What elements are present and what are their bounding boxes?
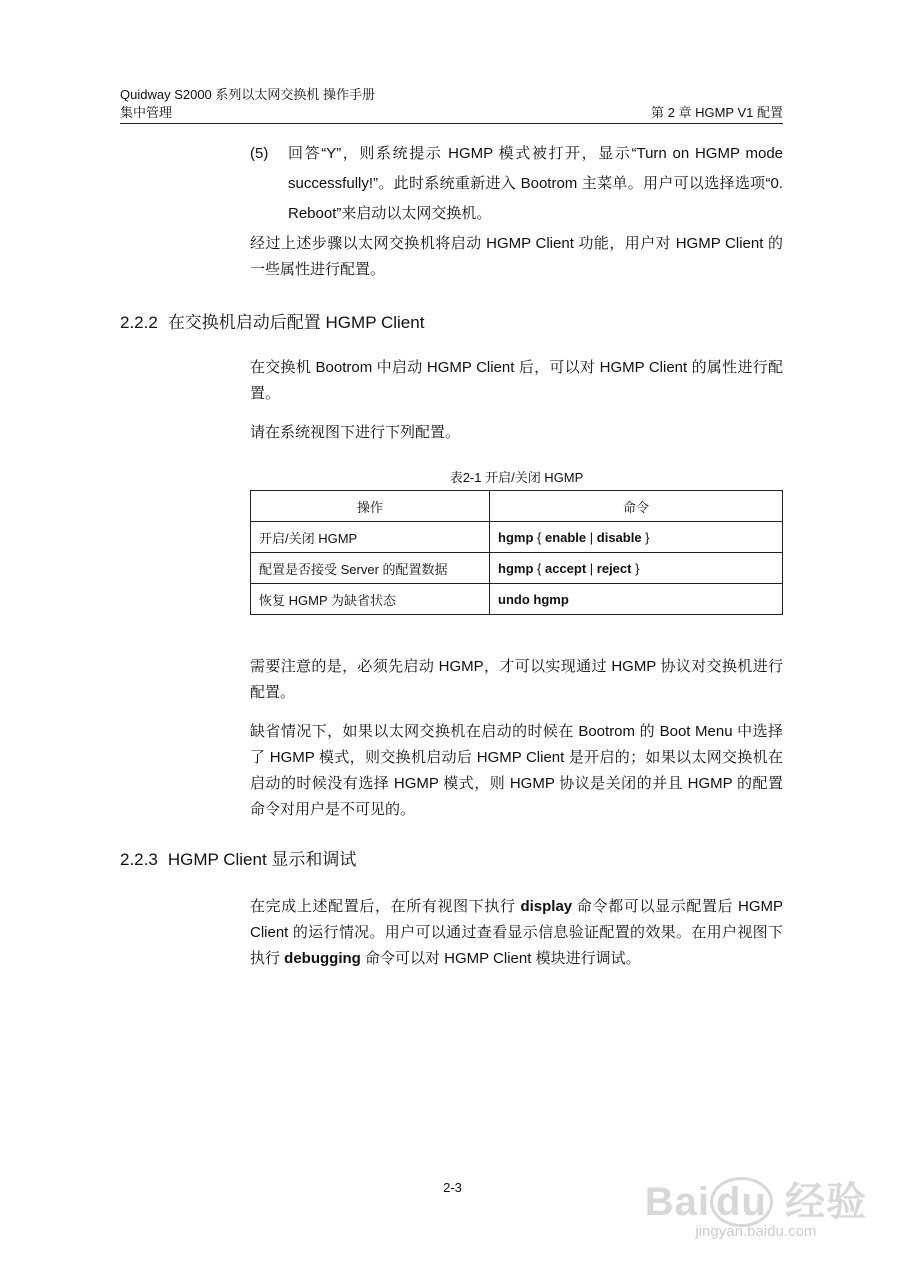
paragraph: 请在系统视图下进行下列配置。 [250,424,461,441]
command-debugging: debugging [284,950,361,967]
step-text: 回答“Y”，则系统提示 HGMP 模式被打开，显示“Turn on HGMP mode successfully!”。此时系统重新进入 Bootrom 主菜单。用户可以选择选项“0. Reboot”来启动以太网交换机。 [288,145,783,222]
command-keyword: accept [544,560,587,576]
section-number: 2.2.2 [120,313,158,332]
command-keyword: undo hgmp [498,591,569,607]
page-number: 2-3 [443,1180,462,1195]
paragraph: 需要注意的是，必须先启动 HGMP，才可以实现通过 HGMP 协议对交换机进行配置。 [250,658,783,701]
command-syntax: { [533,560,545,576]
step-number: (5) [250,145,269,162]
baidu-watermark-logo: Bai du 经验 jingyan.baidu.com [645,1170,867,1240]
command-display: display [520,898,573,915]
header-manual-title: Quidway S2000 系列以太网交换机 操作手册 [120,87,376,102]
command-keyword: hgmp [498,560,534,576]
command-keyword: disable [596,529,642,545]
command-syntax: | [586,560,597,576]
section-number: 2.2.3 [120,850,158,869]
header-rule [120,123,783,124]
paragraph: 经过上述步骤以太网交换机将启动 HGMP Client 功能，用户对 HGMP Client 的一些属性进行配置。 [250,235,783,278]
section-title: 在交换机启动后配置 HGMP Client [167,313,425,332]
command-cell [490,522,783,553]
operation-cell: 开启/关闭 HGMP [251,522,490,553]
command-cell [490,553,783,584]
header-chapter: 第 2 章 HGMP V1 配置 [651,105,783,120]
column-header-operation: 操作 [251,491,490,522]
command-keyword: reject [596,560,632,576]
command-keyword: hgmp [498,529,534,545]
step-5 [250,139,783,229]
paragraph [250,894,783,972]
command-cell [490,584,783,615]
text: 命令可以对 HGMP Client 模块进行调试。 [360,950,641,967]
section-heading-2-2-3 [120,849,356,871]
paragraph: 在交换机 Bootrom 中启动 HGMP Client 后，可以对 HGMP Client 的属性进行配置。 [250,359,783,402]
table-header-row [251,491,783,522]
operation-cell: 恢复 HGMP 为缺省状态 [251,584,490,615]
text: 命令都可以显示配置后 HGMP Client 的运行情况。用户可以通过查看显示信息验证配置的效果。在用户视图下执行 [250,898,783,967]
command-table [250,490,783,615]
text: 在完成上述配置后，在所有视图下执行 [250,898,521,915]
column-header-command: 命令 [490,491,783,522]
table-row [251,584,783,615]
table-caption: 表2-1 开启/关闭 HGMP [449,470,584,485]
command-syntax: | [586,529,597,545]
table-row [251,522,783,553]
command-syntax: { [533,529,545,545]
section-title: HGMP Client 显示和调试 [167,850,357,869]
operation-cell: 配置是否接受 Server 的配置数据 [251,553,490,584]
command-syntax: } [641,529,650,545]
section-heading-2-2-2 [120,312,424,334]
paragraph: 缺省情况下，如果以太网交换机在启动的时候在 Bootrom 的 Boot Menu 中选择了 HGMP 模式，则交换机启动后 HGMP Client 是开启的；如果以太网交换机在启动的时候没有选择 HGMP 模式，则 HGMP 协议是关闭的并且 HGMP 的配置命令对用户是不可见的。 [250,723,783,818]
table-row [251,553,783,584]
header-section: 集中管理 [120,105,173,120]
command-keyword: enable [544,529,587,545]
command-syntax: } [631,560,640,576]
